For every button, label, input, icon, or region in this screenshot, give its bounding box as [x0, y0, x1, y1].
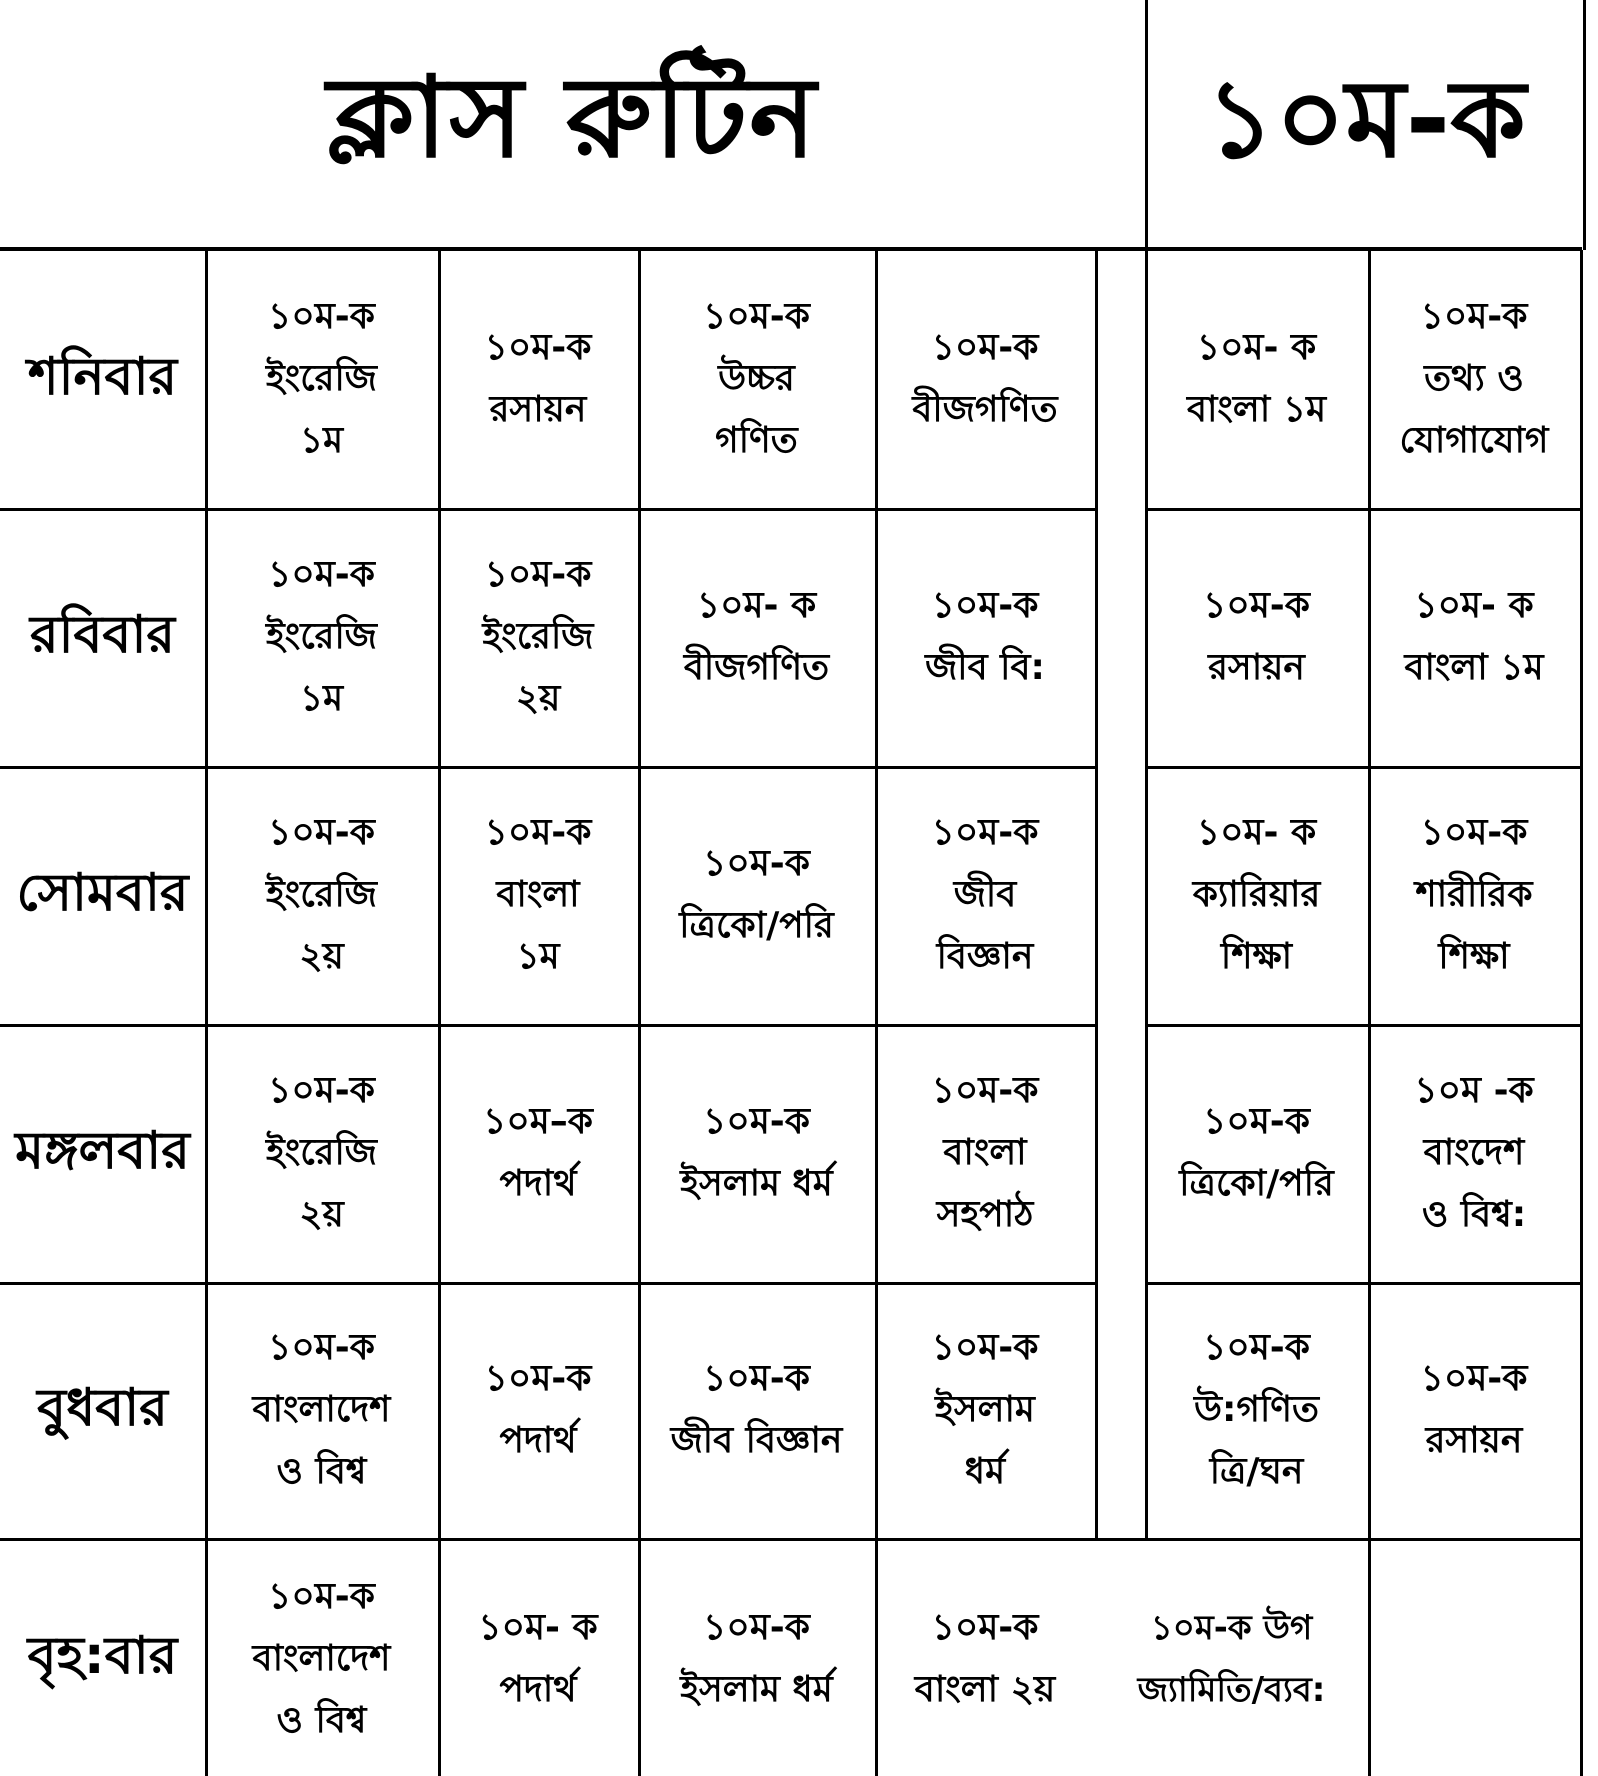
- day-label: রবিবার: [29, 604, 176, 665]
- period-cell: ১০ম-ক ইসলাম ধর্ম: [680, 1101, 833, 1204]
- period-cell: ১০ম-ক উ:গণিত ত্রি/ঘন: [1193, 1327, 1320, 1492]
- period-cell: ১০ম-ক রসায়ন: [1203, 585, 1310, 688]
- period-cell: ১০ম-ক বাংলাদেশ ও বিশ্ব: [252, 1575, 391, 1741]
- period-cell: ১০ম-ক বাংলা ২য়: [914, 1606, 1056, 1710]
- period-cell: ১০ম -ক বাংদেশ ও বিশ্ব:: [1414, 1070, 1534, 1235]
- period-cell: ১০ম-ক জীব বি:: [925, 585, 1045, 688]
- day-label: মঙ্গলবার: [15, 1120, 190, 1181]
- period-cell: ১০ম-ক ইংরেজি ১ম: [266, 296, 377, 461]
- class-label: ১০ম-ক: [1145, 0, 1586, 250]
- period-cell: ১০ম- ক বাংলা ১ম: [1404, 585, 1544, 688]
- period-cell: ১০ম-ক জীব বিজ্ঞান: [931, 812, 1039, 977]
- period-cell: ১০ম- ক বীজগণিত: [683, 585, 830, 688]
- period-cell: ১০ম- ক বাংলা ১ম: [1186, 327, 1327, 430]
- day-label: সোমবার: [16, 862, 189, 923]
- period-cell: ১০ম-ক ইসলাম ধর্ম: [680, 1606, 833, 1710]
- page-title: ক্লাস রুটিন: [327, 52, 818, 183]
- day-label: বৃহ:বার: [27, 1626, 178, 1686]
- period-cell: ১০ম-ক ইংরেজি ১ম: [266, 554, 377, 719]
- period-cell: ১০ম-ক উগ জ্যামিতি/ব্যব:: [1137, 1607, 1326, 1710]
- period-cell: ১০ম- ক পদার্থ: [478, 1606, 598, 1710]
- period-cell: ১০ম-ক তথ্য ও যোগাযোগ: [1399, 296, 1549, 461]
- period-cell: ১০ম-ক ইংরেজি ২য়: [266, 812, 377, 977]
- routine-grid: [0, 250, 1583, 1776]
- period-cell: ১০ম-ক রসায়ন: [484, 327, 592, 430]
- period-cell: ১০ম-ক বাংলা সহপাঠ: [931, 1070, 1039, 1235]
- period-cell: ১০ম-ক বীজগণিত: [912, 327, 1058, 430]
- period-cell: ১০ম-ক উচ্চর গণিত: [703, 296, 810, 461]
- period-cell: ১০ম- ক ক্যারিয়ার শিক্ষা: [1192, 812, 1321, 977]
- period-cell-empty: [1368, 1541, 1580, 1776]
- period-cell: ১০ম-ক পদার্থ: [484, 1358, 592, 1461]
- period-cell: ১০ম-ক রসায়ন: [1420, 1358, 1528, 1461]
- period-cell: ১০ম-ক ত্রিকো/পরি: [1179, 1101, 1334, 1204]
- period-cell: ১০ম-ক ইংরেজি ২য়: [266, 1070, 377, 1235]
- period-cell: ১০ম–ক পদার্থ: [483, 1101, 593, 1204]
- day-label: বুধবার: [37, 1377, 168, 1438]
- break-column-line: [1095, 250, 1098, 1540]
- period-cell: ১০ম-ক জীব বিজ্ঞান: [670, 1358, 843, 1461]
- period-cell: ১০ম-ক ইংরেজি ২য়: [482, 554, 594, 719]
- period-cell: ১০ম-ক শারীরিক শিক্ষা: [1415, 812, 1533, 977]
- period-cell: ১০ম-ক ত্রিকো/পরি: [679, 843, 834, 946]
- period-cell: ১০ম-ক ইসলাম ধর্ম: [931, 1327, 1039, 1492]
- period-cell: ১০ম-ক বাংলা ১ম: [484, 812, 592, 977]
- period-cell: ১০ম-ক বাংলাদেশ ও বিশ্ব: [252, 1327, 391, 1492]
- day-label: শনিবার: [27, 346, 178, 407]
